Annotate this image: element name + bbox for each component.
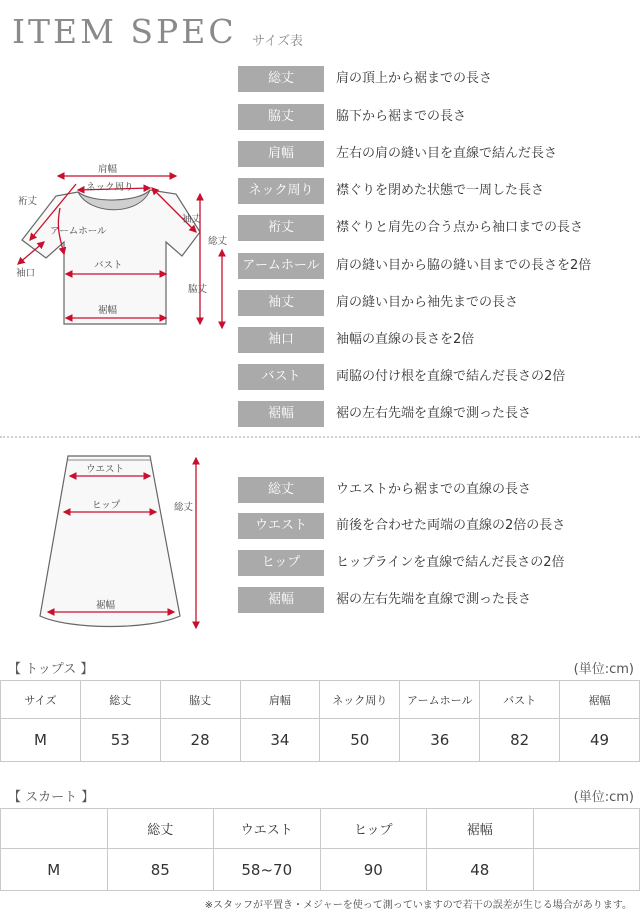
spec-term: 肩幅 <box>238 141 324 167</box>
table-cell: 50 <box>320 719 400 762</box>
diagram-label-neck: ネック周り <box>86 182 134 193</box>
spec-term: 脇丈 <box>238 104 324 130</box>
table-header-row <box>1 809 640 849</box>
spec-term: アームホール <box>238 253 324 279</box>
spec-term: 裾幅 <box>238 587 324 613</box>
spec-term: ヒップ <box>238 550 324 576</box>
table-header-cell: 裾幅 <box>427 809 534 849</box>
spec-description: 肩の縫い目から脇の縫い目までの長さを2倍 <box>336 258 592 273</box>
page-title: ITEM SPEC <box>12 12 237 51</box>
table-header-cell <box>1 809 108 849</box>
diagram-label-total: 総丈 <box>174 502 194 513</box>
table-header-cell: ネック周り <box>320 681 400 719</box>
diagram-label-total: 総丈 <box>208 236 228 247</box>
tops-table-title: 【 トップス 】 <box>8 662 94 677</box>
spec-description: 裾の左右先端を直線で測った長さ <box>336 592 532 607</box>
table-cell: 85 <box>107 849 214 891</box>
spec-description: 裾の左右先端を直線で測った長さ <box>336 406 532 421</box>
spec-row <box>238 215 638 241</box>
spec-description: ヒップラインを直線で結んだ長さの2倍 <box>336 555 565 570</box>
spec-description: 前後を合わせた両端の直線の2倍の長さ <box>336 518 566 533</box>
spec-row <box>238 178 638 204</box>
table-cell: 53 <box>80 719 160 762</box>
spec-row <box>238 327 638 353</box>
table-cell <box>533 849 640 891</box>
table-header-cell: バスト <box>480 681 560 719</box>
diagram-label-shoulder: 肩幅 <box>98 164 118 175</box>
skirt-size-table <box>0 808 640 891</box>
table-cell: M <box>1 849 108 891</box>
spec-description: 左右の肩の縫い目を直線で結んだ長さ <box>336 146 558 161</box>
spec-term: 袖口 <box>238 327 324 353</box>
table-header-cell: 脇丈 <box>160 681 240 719</box>
table-header-cell: 総丈 <box>107 809 214 849</box>
table-cell: 28 <box>160 719 240 762</box>
diagram-label-yuki: 裄丈 <box>18 196 38 207</box>
diagram-label-sleeve: 袖丈 <box>182 214 202 225</box>
spec-row <box>238 253 638 279</box>
table-cell: 58~70 <box>214 849 321 891</box>
tops-diagram <box>0 158 238 338</box>
spec-description: 肩の頂上から裾までの長さ <box>336 71 493 86</box>
skirt-table-unit: (単位:cm) <box>573 790 634 805</box>
spec-description: 脇下から裾までの長さ <box>336 109 467 124</box>
spec-row <box>238 290 638 316</box>
spec-description: 両脇の付け根を直線で結んだ長さの2倍 <box>336 369 566 384</box>
spec-term: 裾幅 <box>238 401 324 427</box>
diagram-label-hem: 裾幅 <box>96 600 116 611</box>
tops-size-table <box>0 680 640 762</box>
table-cell: 49 <box>560 719 640 762</box>
table-header-cell: 裾幅 <box>560 681 640 719</box>
section-divider <box>0 436 640 438</box>
table-cell: 34 <box>240 719 320 762</box>
spec-row <box>238 66 638 92</box>
table-cell: 90 <box>320 849 427 891</box>
diagram-label-armhole: アームホール <box>50 226 107 237</box>
table-header-cell: 総丈 <box>80 681 160 719</box>
spec-term: 総丈 <box>238 477 324 503</box>
page-subtitle: サイズ表 <box>252 34 303 49</box>
spec-description: ウエストから裾までの直線の長さ <box>336 482 532 497</box>
skirt-diagram <box>0 446 230 646</box>
spec-term: 裄丈 <box>238 215 324 241</box>
diagram-label-hem: 裾幅 <box>98 305 118 316</box>
table-cell: M <box>1 719 81 762</box>
table-row <box>1 719 640 762</box>
table-header-cell <box>533 809 640 849</box>
measurement-note: ※スタッフが平置き・メジャーを使って測っていますので若干の誤差が生じる場合があります。 <box>204 900 632 911</box>
table-header-cell: サイズ <box>1 681 81 719</box>
spec-row <box>238 401 638 427</box>
table-cell: 82 <box>480 719 560 762</box>
table-header-cell: アームホール <box>400 681 480 719</box>
tops-table-unit: (単位:cm) <box>573 662 634 677</box>
spec-description: 襟ぐりと肩先の合う点から袖口までの長さ <box>336 220 584 235</box>
spec-description: 肩の縫い目から袖先までの長さ <box>336 295 519 310</box>
spec-row <box>238 104 638 130</box>
table-header-row <box>1 681 640 719</box>
spec-row <box>238 477 638 503</box>
spec-row <box>238 141 638 167</box>
spec-term: ウエスト <box>238 513 324 539</box>
table-row <box>1 849 640 891</box>
spec-description: 襟ぐりを閉めた状態で一周した長さ <box>336 183 545 198</box>
table-header-cell: ヒップ <box>320 809 427 849</box>
diagram-label-side: 脇丈 <box>188 284 208 295</box>
spec-row <box>238 550 638 576</box>
diagram-label-waist: ウエスト <box>86 464 125 475</box>
table-header-cell: ウエスト <box>214 809 321 849</box>
spec-row <box>238 513 638 539</box>
spec-term: バスト <box>238 364 324 390</box>
spec-row <box>238 587 638 613</box>
spec-term: 袖丈 <box>238 290 324 316</box>
diagram-label-bust: バスト <box>94 260 123 271</box>
spec-description: 袖幅の直線の長さを2倍 <box>336 332 475 347</box>
skirt-table-title: 【 スカート 】 <box>8 790 95 805</box>
spec-term: ネック周り <box>238 178 324 204</box>
table-cell: 36 <box>400 719 480 762</box>
spec-term: 総丈 <box>238 66 324 92</box>
table-header-cell: 肩幅 <box>240 681 320 719</box>
spec-row <box>238 364 638 390</box>
diagram-label-cuff: 袖口 <box>16 268 36 279</box>
table-cell: 48 <box>427 849 534 891</box>
diagram-label-hip: ヒップ <box>92 500 121 511</box>
